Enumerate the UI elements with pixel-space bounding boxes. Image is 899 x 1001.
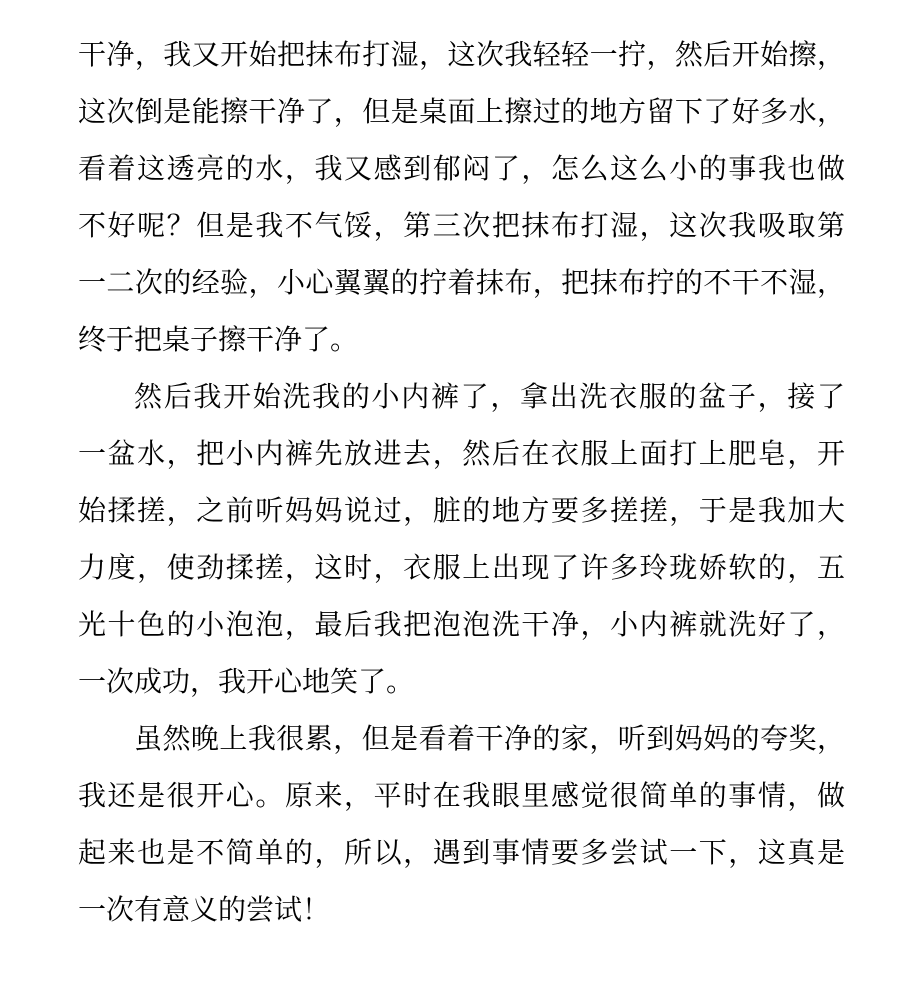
- text-line: 一二次的经验，小心翼翼的拧着抹布，把抹布拧的不干不湿，: [78, 268, 845, 299]
- essay-body: [78, 27, 845, 939]
- text-line: 看着这透亮的水，我又感到郁闷了，怎么这么小的事我也做: [78, 154, 845, 185]
- text-line: 一次成功，我开心地笑了。: [78, 667, 415, 698]
- text-line: 不好呢？但是我不气馁，第三次把抹布打湿，这次我吸取第: [78, 211, 845, 242]
- text-line: 一盆水，把小内裤先放进去，然后在衣服上面打上肥皂，开: [78, 439, 845, 470]
- text-line: 一次有意义的尝试！: [78, 895, 331, 926]
- text-line: 干净，我又开始把抹布打湿，这次我轻轻一拧，然后开始擦，: [78, 40, 845, 71]
- text-line: 始揉搓，之前听妈妈说过，脏的地方要多搓搓，于是我加大: [78, 496, 845, 527]
- text-line: 光十色的小泡泡，最后我把泡泡洗干净，小内裤就洗好了，: [78, 610, 845, 641]
- text-line: 力度，使劲揉搓，这时，衣服上出现了许多玲珑娇软的，五: [78, 553, 845, 584]
- text-line: 我还是很开心。原来，平时在我眼里感觉很简单的事情，做: [78, 781, 845, 812]
- text-line: 起来也是不简单的，所以，遇到事情要多尝试一下，这真是: [78, 838, 845, 869]
- text-line: 终于把桌子擦干净了。: [78, 325, 359, 356]
- text-line: 这次倒是能擦干净了，但是桌面上擦过的地方留下了好多水，: [78, 97, 845, 128]
- text-line: 然后我开始洗我的小内裤了，拿出洗衣服的盆子，接了: [134, 382, 845, 413]
- text-line: 虽然晚上我很累，但是看着干净的家，听到妈妈的夸奖，: [134, 724, 845, 755]
